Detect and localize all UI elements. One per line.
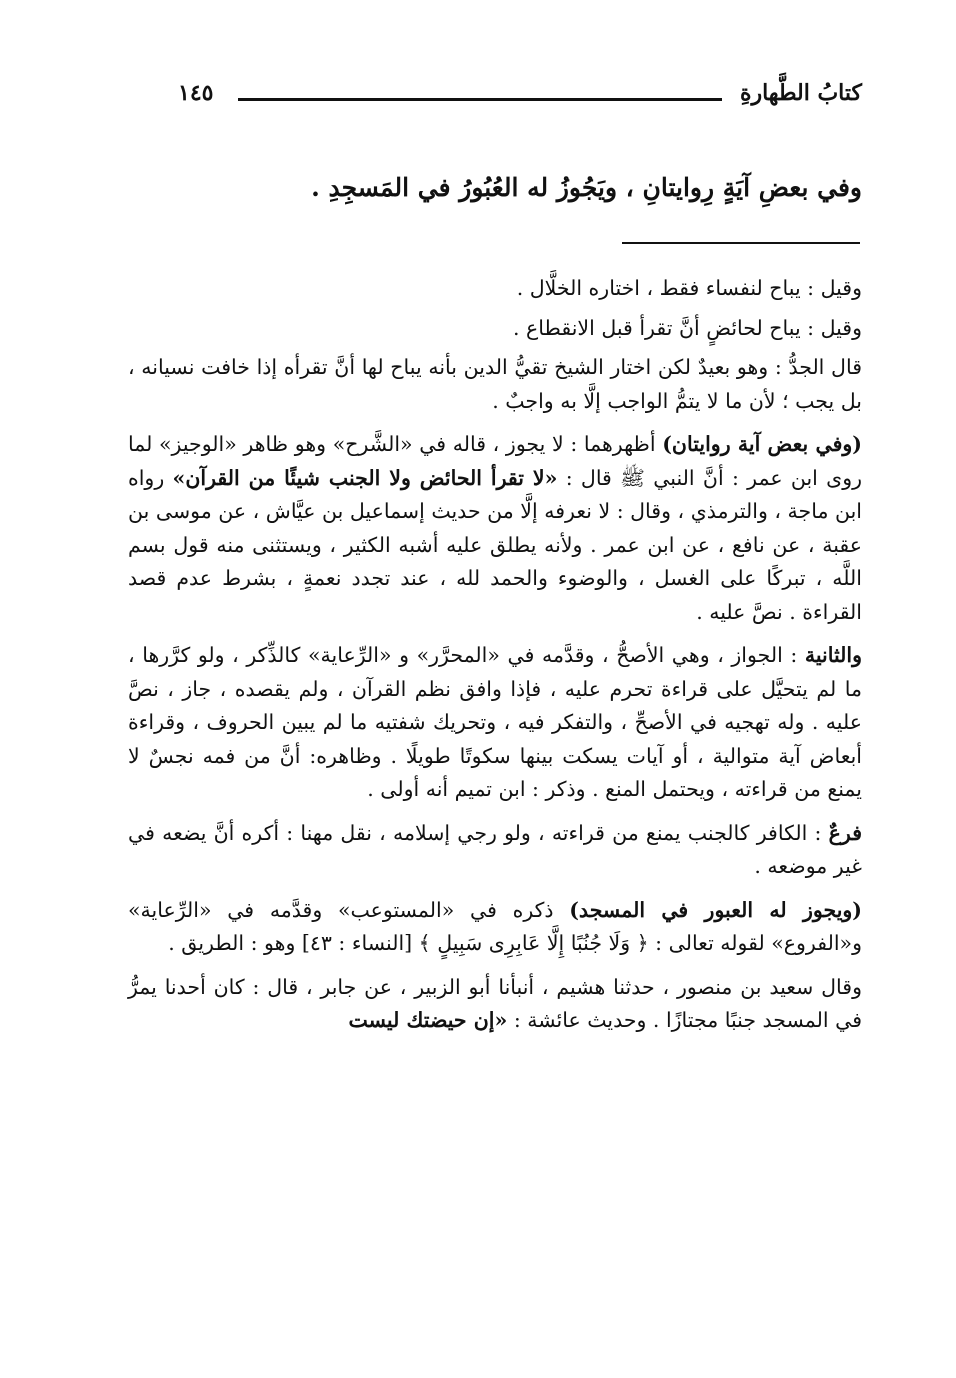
paragraph-text: وقال سعيد بن منصور ، حدثنا هشيم ، أنبأنا أبو الزبير ، عن جابر ، قال : كان أحدنا يمرُّ في المسجد جنبًا مجتازًا . وحديث عائشة : <box>128 974 862 1032</box>
paragraph-2: وقيل : يباح لحائضٍ أنَّ تقرأ قبل الانقطاع . <box>513 315 862 340</box>
paragraph-text: رواه ابن ماجة ، والترمذي ، وقال : لا نعرفه إلَّا من حديث إسماعيل بن عيَّاش ، عن موسى بن عقبة ، عن نافع ، عن ابن عمر . ولأنه يطلق عليه أشبه الكثير ، ويستثنى منه قول بسم اللَّه ، تبركًا على الغسل ، والوضوء والحمد لله ، عند تجدد نعمةٍ ، بشرط عدم قصد القراءة . نصَّ عليه . <box>128 465 862 624</box>
paragraph-text: : الجواز ، وهي الأصحُّ ، وقدَّمه في «المحرَّر» و «الرِّعاية» كالذِّكر ، ولو كرَّرها ، ما لم يتحيَّل على قراءة تحرم عليه ، فإذا وافق نظم القرآن ، ولم يقصده ، جاز ، نصَّ عليه . وله تهجيه في الأصحِّ ، والتفكر فيه ، وتحريك شفتيه ما لم يبين الحروف ، وقراءة أبعاض آية متوالية ، أو آيات يسكت بينها سكوتًا طويلًا . وظاهره: أنَّ من فمه نجسٌ لا يمنع من قراءته ، ويحتمل المنع . وذكر : ابن تميم أنه أولى . <box>128 643 862 801</box>
paragraph-3: قال الجدُّ : وهو بعيدٌ لكن اختار الشيخ تقيُّ الدين بأنه يباح لها أنَّ تقرأه إذا خافت نسيانه ، بل يجب ؛ لأن ما لا يتمُّ الواجب إلَّا به واجبٌ . <box>128 355 862 413</box>
paragraph-6 <box>128 817 862 884</box>
paragraph-5 <box>128 639 862 807</box>
paragraph-7 <box>128 894 862 961</box>
commentary-body <box>128 272 862 1048</box>
paragraph-4 <box>128 428 862 629</box>
page-number: ١٤٥ <box>178 80 214 106</box>
matn-separator-rule <box>622 242 860 244</box>
hadith-quote: «لا تقرأ الحائض ولا الجنب شيئًا من القرآن» <box>172 465 558 490</box>
hadith-quote: «إن حيضتك ليست <box>348 1008 508 1032</box>
paragraph-1: وقيل : يباح لنفساء فقط ، اختاره الخلَّال . <box>516 276 862 300</box>
book-title: كتابُ الطَّهارةِ <box>739 80 862 106</box>
header-rule <box>238 98 722 101</box>
matn-quote: (وفي بعض آية روايتان) <box>662 432 862 456</box>
paragraph-text: أظهرهما : لا يجوز ، قاله في «الشَّرح» وهو ظاهر «الوجيز» لما روى ابن عمر : أنَّ النبي ﷺ قال : <box>128 432 862 490</box>
paragraph-text: ذكره في «المستوعب» وقدَّمه في «الرِّعاية» و«الفروع» لقوله تعالى : ﴿ وَلَا جُنُبًا إِلَّا عَابِرِى سَبِيلٍ ﴾ [النساء : ٤٣] وهو : الطريق . <box>128 897 862 955</box>
running-header <box>178 80 862 116</box>
matn-text: وفي بعضِ آيَةٍ رِوايتانِ ، ويَجُوزُ له العُبُورُ في المَسجِدِ . <box>311 173 862 202</box>
keyword: والثانية <box>804 643 862 667</box>
matn-quote: (ويجوز له العبور في المسجد) <box>569 897 862 922</box>
keyword: فرعٌ <box>828 820 862 845</box>
paragraph-text: : الكافر كالجنب يمنع من قراءته ، ولو رجي إسلامه ، نقل مهنا : أكره أنَّ يضعه في غير موضعه . <box>128 820 862 878</box>
paragraph-8 <box>128 971 862 1038</box>
